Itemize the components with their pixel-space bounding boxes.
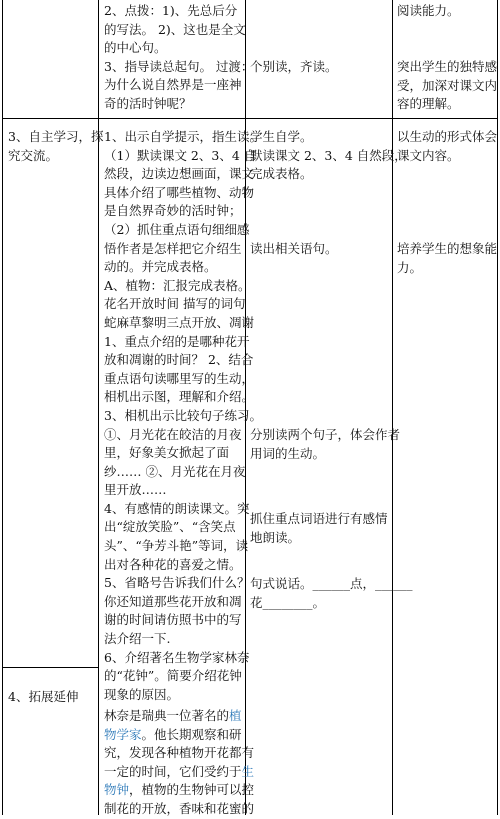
teacher-line: 6、介绍著名生物学家林奈: [104, 649, 250, 665]
teacher-line: 里开放……: [104, 482, 167, 498]
teacher-line: 现象的原因。: [104, 686, 180, 702]
teacher-line: 为什么说自然界是一座神: [104, 77, 242, 93]
purpose-cell-row1b: [397, 58, 497, 114]
teacher-line: 的“花钟”。简要介绍花钟: [104, 668, 242, 684]
student-cell-row2b: [250, 240, 338, 259]
purpose-cell-row2b: [397, 240, 497, 277]
stage-line: 究交流。: [8, 147, 59, 163]
teacher-line: 动的。并完成表格。: [104, 259, 217, 275]
purpose-line: 阅读能力。: [397, 3, 460, 18]
teacher-line: 出对各种花的喜爱之情。: [104, 556, 242, 572]
student-line: 分别读两个句子，体会作者: [250, 427, 401, 442]
purpose-line: 培养学生的想象能: [397, 241, 498, 256]
teacher-line: 悟作者是怎样把它介绍生: [104, 240, 242, 256]
teacher-line: （1）默读课文 2、3、4 自: [104, 147, 257, 163]
teacher-cell-row3: [104, 707, 254, 819]
teacher-line: 相机出示图，理解和介绍。: [104, 389, 255, 405]
teacher-line: 你还知道那些花开放和凋: [104, 593, 242, 609]
teacher-line: [104, 781, 254, 800]
student-line: 学生自学。: [250, 129, 313, 144]
botanist-link[interactable]: 植: [229, 708, 242, 723]
student-cell-row2c: [250, 426, 400, 463]
purpose-line: 容的理解。: [397, 96, 460, 112]
student-line: 完成表格。: [250, 166, 313, 182]
student-line: 花________。: [250, 594, 326, 610]
teacher-cell-row1: [104, 2, 253, 114]
stage-line: 3、自主学习，探: [8, 129, 104, 144]
biological-clock-link[interactable]: 生: [241, 763, 255, 779]
student-line: 抓住重点词语进行有感情: [250, 511, 388, 526]
botanist-link[interactable]: 物学家: [104, 726, 142, 742]
purpose-line: 力。: [397, 259, 423, 275]
teacher-line: 里，好象美女掀起了面: [104, 445, 230, 461]
student-line: 个别读，齐读。: [250, 59, 338, 74]
teacher-line: 的中心句。: [104, 40, 167, 56]
teacher-line: 蛇麻草黎明三点开放、凋谢: [104, 314, 255, 330]
teacher-line: [104, 726, 254, 745]
teacher-line: 重点语句读哪里写的生动，: [104, 370, 255, 386]
teacher-cell-row2: [104, 128, 262, 704]
student-cell-row2e: [250, 575, 413, 612]
teacher-line: 具体介绍了哪些植物、动物: [104, 184, 255, 200]
teacher-line: A、植物：汇报完成表格。: [104, 277, 251, 293]
teacher-line: 3、指导读总起句。 过渡：: [104, 58, 254, 74]
table-border-col1: [98, 0, 99, 815]
purpose-line: 课文内容。: [397, 147, 460, 163]
teacher-line: 是自然界奇妙的活时钟；: [104, 203, 242, 219]
teacher-line: 的写法。 2)、这也是全文: [104, 21, 246, 37]
teacher-line: 法介绍一下.: [104, 631, 171, 647]
table-border-right: [497, 0, 498, 815]
teacher-text: 。他长期观察和研: [141, 726, 242, 742]
teacher-line: 出“绽放笑脸”、“含笑点: [104, 519, 236, 535]
teacher-text: ，植物的生物钟可以控: [129, 782, 255, 798]
table-border-col3: [392, 0, 393, 815]
student-line: 用词的生动。: [250, 445, 326, 461]
student-cell-row1: [250, 58, 338, 77]
student-line: 地朗读。: [250, 529, 301, 545]
biological-clock-link[interactable]: 物钟: [104, 782, 130, 798]
teacher-line: 1、重点介绍的是哪种花开: [104, 333, 250, 349]
teacher-line: 谢的时间请仿照书中的写: [104, 612, 242, 628]
teacher-line: （2）抓住重点语句细细感: [104, 221, 250, 237]
teacher-line: 5、省略号告诉我们什么？: [104, 575, 250, 591]
teacher-line: [104, 763, 254, 782]
teacher-line: 放和凋谢的时间？ 2、结合: [104, 352, 254, 368]
teacher-text: 林奈是瑞典一位著名的: [104, 708, 230, 723]
student-cell-row2a: [250, 128, 407, 184]
student-line: 读出相关语句。: [250, 241, 338, 256]
teacher-line: 头”、“争芳斗艳”等词，读: [104, 538, 249, 554]
stage-cell-row2: [8, 128, 103, 165]
teacher-text: 一定的时间，它们受约于: [104, 763, 242, 779]
teacher-line: 奇的活时钟呢？: [104, 95, 192, 111]
teacher-line: 2、点拨：1)、先总后分: [104, 3, 238, 18]
stage-cell-row3: [8, 688, 78, 707]
table-border-left: [2, 0, 3, 815]
purpose-line: 以生动的形式体会: [397, 129, 498, 144]
teacher-line: [104, 707, 254, 726]
student-line: 句式说话。______点，______: [250, 576, 413, 591]
row-divider-1: [2, 118, 498, 119]
teacher-line: 究，发现各种植物开花都有: [104, 745, 255, 761]
stage-line: 4、拓展延伸: [8, 689, 79, 704]
teacher-line: 花名开放时间 描写的词句: [104, 296, 246, 312]
teacher-line: 纱…… ②、月光花在月夜: [104, 463, 246, 479]
student-cell-row2d: [250, 510, 388, 547]
purpose-line: 突出学生的独特感: [397, 59, 498, 74]
purpose-line: 受，加深对课文内: [397, 77, 498, 93]
teacher-line: 然段，边读边想画面，课文: [104, 166, 255, 182]
teacher-line: 4、有感情的朗读课文。突: [104, 500, 250, 516]
purpose-cell-row2a: [397, 128, 497, 165]
teacher-line: 3、相机出示比较句子练习。: [104, 407, 262, 423]
student-line: 默读课文 2、3、4 自然段，: [250, 147, 407, 163]
row-divider-2: [2, 667, 98, 668]
teacher-line: 1、出示自学提示，指生读。: [104, 129, 262, 144]
purpose-cell-row1: [397, 2, 460, 21]
teacher-line: 制花的开放，香味和花蜜的: [104, 800, 255, 816]
teacher-line: ①、月光花在皎洁的月夜: [104, 426, 242, 442]
